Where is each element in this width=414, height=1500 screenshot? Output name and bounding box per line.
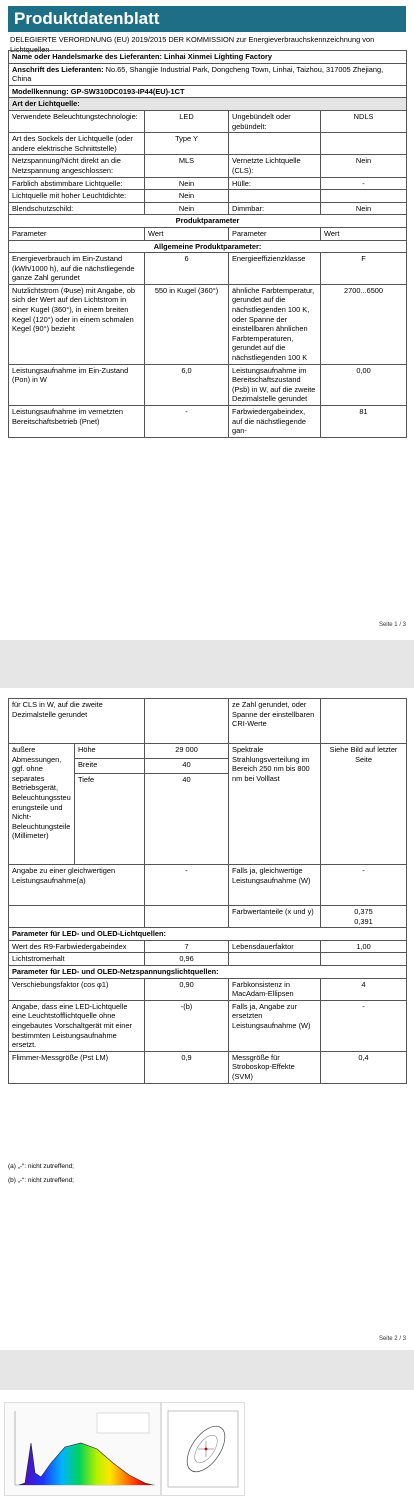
document-subtitle: DELEGIERTE VERORDNUNG (EU) 2019/2015 DER KOMMISSION zur Energieverbrauchskennzeichnung von Lichtquellen <box>10 35 375 54</box>
col-header: Wert <box>145 227 229 240</box>
cell: Messgröße für Stroboskop-Effekte (SVM) <box>229 1051 321 1083</box>
cell: 6,0 <box>145 364 229 405</box>
table-row <box>9 744 407 759</box>
cell: 0,90 <box>145 978 229 1000</box>
cell <box>321 699 407 744</box>
product-table-page-1 <box>8 50 407 438</box>
cell: Farbwiedergabeindex, auf die nächstliegende gan- <box>229 406 321 438</box>
table-row <box>9 940 407 953</box>
cell: Farblich abstimmbare Lichtquelle: <box>9 177 145 190</box>
page-gap <box>0 640 414 688</box>
cell: Lebensdauerfaktor <box>229 940 321 953</box>
cell: - <box>145 406 229 438</box>
cell: 81 <box>321 406 407 438</box>
dim-value: 40 <box>145 774 229 865</box>
col-header: Parameter <box>9 227 145 240</box>
cell: für CLS in W, auf die zweite Dezimalstelle gerundet <box>9 699 145 744</box>
cell: - <box>321 865 407 906</box>
cell: ähnliche Farbtemperatur, gerundet auf die nächstliegenden 100 K, oder Spanne der einstellbaren ähnlichen Farbtemperaturen, gerundet auf die nächstliegenden 100 K <box>229 284 321 364</box>
column-headers <box>9 227 407 240</box>
cell: 0,9 <box>145 1051 229 1083</box>
table-row <box>9 155 407 177</box>
document-title: Produktdatenblatt <box>8 6 406 32</box>
cell: -(b) <box>145 1000 229 1051</box>
dim-value: 29 000 <box>145 744 229 759</box>
cell: ze Zahl gerundet, oder Spanne der einstellbaren CRI-Werte <box>229 699 321 744</box>
cell: Ungebündelt oder gebündelt: <box>229 110 321 132</box>
cell: 1,00 <box>321 940 407 953</box>
cell: Wert des R9-Farbwiedergabeindex <box>9 940 145 953</box>
cell <box>321 133 407 155</box>
table-row <box>9 978 407 1000</box>
cell: Energieeffizienzklasse <box>229 253 321 285</box>
cell <box>145 906 229 928</box>
page-gap <box>0 1350 414 1390</box>
table-row <box>9 699 407 744</box>
cell: 550 in Kugel (360°) <box>145 284 229 364</box>
cell <box>145 699 229 744</box>
cell: 0,00 <box>321 364 407 405</box>
cell: F <box>321 253 407 285</box>
table-row <box>9 865 407 906</box>
cell <box>229 953 321 966</box>
cell: Farbkonsistenz in MacAdam-Ellipsen <box>229 978 321 1000</box>
cell <box>229 190 321 203</box>
cell: 4 <box>321 978 407 1000</box>
cell: Falls ja, gleichwertige Leistungsaufnahme (W) <box>229 865 321 906</box>
cell: Art des Sockels der Lichtquelle (oder andere elektrische Schnittstelle) <box>9 133 145 155</box>
product-table-page-2 <box>8 698 407 1084</box>
cell: Nein <box>145 190 229 203</box>
dim-name: Höhe <box>75 744 145 759</box>
dim-value: 40 <box>145 759 229 774</box>
supplier-address-row <box>9 63 407 85</box>
cell: Angabe, dass eine LED-Lichtquelle eine Leuchtstofflichtquelle ohne eingebautes Vorschaltgerät mit einer bestimmten Leistungsaufnahme ersetzt. <box>9 1000 145 1051</box>
led-section-header: Parameter für LED- und OLED-Lichtquellen: <box>9 928 407 941</box>
cell: Falls ja, Angabe zur ersetzten Leistungsaufnahme (W) <box>229 1000 321 1051</box>
spectral-label: Spektrale Strahlungsverteilung im Bereich 250 nm bis 800 nm bei Volllast <box>229 744 321 865</box>
page-2 <box>0 688 414 1350</box>
table-row <box>9 1051 407 1083</box>
table-row <box>9 953 407 966</box>
table-row <box>9 253 407 285</box>
table-row <box>9 177 407 190</box>
cell: Nein <box>321 202 407 215</box>
cell: Blendschutzschild: <box>9 202 145 215</box>
cell: Leistungsaufnahme im vernetzten Bereitschaftsbetrieb (Pnet) <box>9 406 145 438</box>
cell: Nein <box>145 177 229 190</box>
cell: Verschiebungsfaktor (cos φ1) <box>9 978 145 1000</box>
supplier-name-row: Name oder Handelsmarke des Lieferanten: Linhai Xinmei Lighting Factory <box>9 51 407 64</box>
page-number: Seite 2 / 3 <box>378 1336 406 1342</box>
type-section-header: Art der Lichtquelle: <box>9 98 407 111</box>
mains-section-header: Parameter für LED- und OLED-Netzspannungslichtquellen: <box>9 965 407 978</box>
cell: Dimmbar: <box>229 202 321 215</box>
cell: Nein <box>145 202 229 215</box>
cell: Farbwertanteile (x und y) <box>229 906 321 928</box>
cell <box>321 906 407 928</box>
cell: Flimmer-Messgröße (Pst LM) <box>9 1051 145 1083</box>
page-3 <box>0 1390 414 1500</box>
cell: 2700...6500 <box>321 284 407 364</box>
address-value: No.65, Shangjie Industrial Park, Dongcheng Town, Linhai, Taizhou, 317005 Zhejiang, China <box>12 64 384 84</box>
cell <box>321 953 407 966</box>
cell <box>229 133 321 155</box>
col-header: Parameter <box>229 227 321 240</box>
cell: Nein <box>321 155 407 177</box>
cell: Vernetzte Lichtquelle (CLS): <box>229 155 321 177</box>
general-params-header: Allgemeine Produktparameter: <box>9 240 407 253</box>
cell <box>9 906 145 928</box>
table-row <box>9 133 407 155</box>
cell: Type Y <box>145 133 229 155</box>
spectral-distribution-image <box>4 1402 161 1496</box>
cell: 0,4 <box>321 1051 407 1083</box>
table-row <box>9 906 407 928</box>
page-1 <box>0 0 414 640</box>
macadam-ellipse-image <box>161 1402 245 1496</box>
cell: - <box>321 177 407 190</box>
product-params-header: Produktparameter <box>9 215 407 228</box>
cell: Leistungsaufnahme im Ein-Zustand (Pon) in W <box>9 364 145 405</box>
table-row <box>9 284 407 364</box>
model-row: Modellkennung: GP-SW310DC0193-IP44(EU)-1CT <box>9 85 407 98</box>
cell: Lichtquelle mit hoher Leuchtdichte: <box>9 190 145 203</box>
dim-name: Breite <box>75 759 145 774</box>
cell: - <box>145 865 229 906</box>
table-row <box>9 110 407 132</box>
cell: 7 <box>145 940 229 953</box>
table-row <box>9 190 407 203</box>
cell: MLS <box>145 155 229 177</box>
page-number: Seite 1 / 3 <box>378 622 406 628</box>
cell: 6 <box>145 253 229 285</box>
cell: Netzspannung/Nicht direkt an die Netzspannung angeschlossen: <box>9 155 145 177</box>
cell: - <box>321 1000 407 1051</box>
cell: LED <box>145 110 229 132</box>
table-row <box>9 364 407 405</box>
table-row <box>9 406 407 438</box>
cell: Energieverbrauch im Ein-Zustand (kWh/1000 h), auf die nächstliegende ganze Zahl gerundet <box>9 253 145 285</box>
table-row <box>9 202 407 215</box>
cell: Nutzlichtstrom (Φuse) mit Angabe, ob sich der Wert auf den Lichtstrom in einer Kugel (360°), in einem breiten Kegel (120°) oder in einem schmalen Kegel (90°) bezieht <box>9 284 145 364</box>
footnote-a: (a) „-“: nicht zutreffend; <box>8 1163 74 1170</box>
cell: Lichtstromerhalt <box>9 953 145 966</box>
address-label: Anschrift des Lieferanten: <box>12 64 104 74</box>
cell: Leistungsaufnahme im Bereitschaftszustand (Psb) in W, auf die zweite Dezimalstelle gerundet <box>229 364 321 405</box>
chroma-y: 0,391 <box>354 916 373 926</box>
cell <box>321 190 407 203</box>
footnote-b: (b) „-“: nicht zutreffend; <box>8 1177 74 1184</box>
chroma-x: 0,375 <box>354 907 373 916</box>
cell: NDLS <box>321 110 407 132</box>
table-row <box>9 1000 407 1051</box>
dims-label: äußere Abmessungen, ggf. ohne separates Betriebsgerät, Beleuchtungssteuerungsteile und Nicht-Beleuchtungsteile (Millimeter) <box>9 744 75 865</box>
spectral-value: Siehe Bild auf letzter Seite <box>321 744 407 865</box>
dim-name: Tiefe <box>75 774 145 865</box>
cell: Angabe zu einer gleichwertigen Leistungsaufnahme(a) <box>9 865 145 906</box>
col-header: Wert <box>321 227 407 240</box>
cell: Hülle: <box>229 177 321 190</box>
cell: Verwendete Beleuchtungstechnologie: <box>9 110 145 132</box>
cell: 0,96 <box>145 953 229 966</box>
